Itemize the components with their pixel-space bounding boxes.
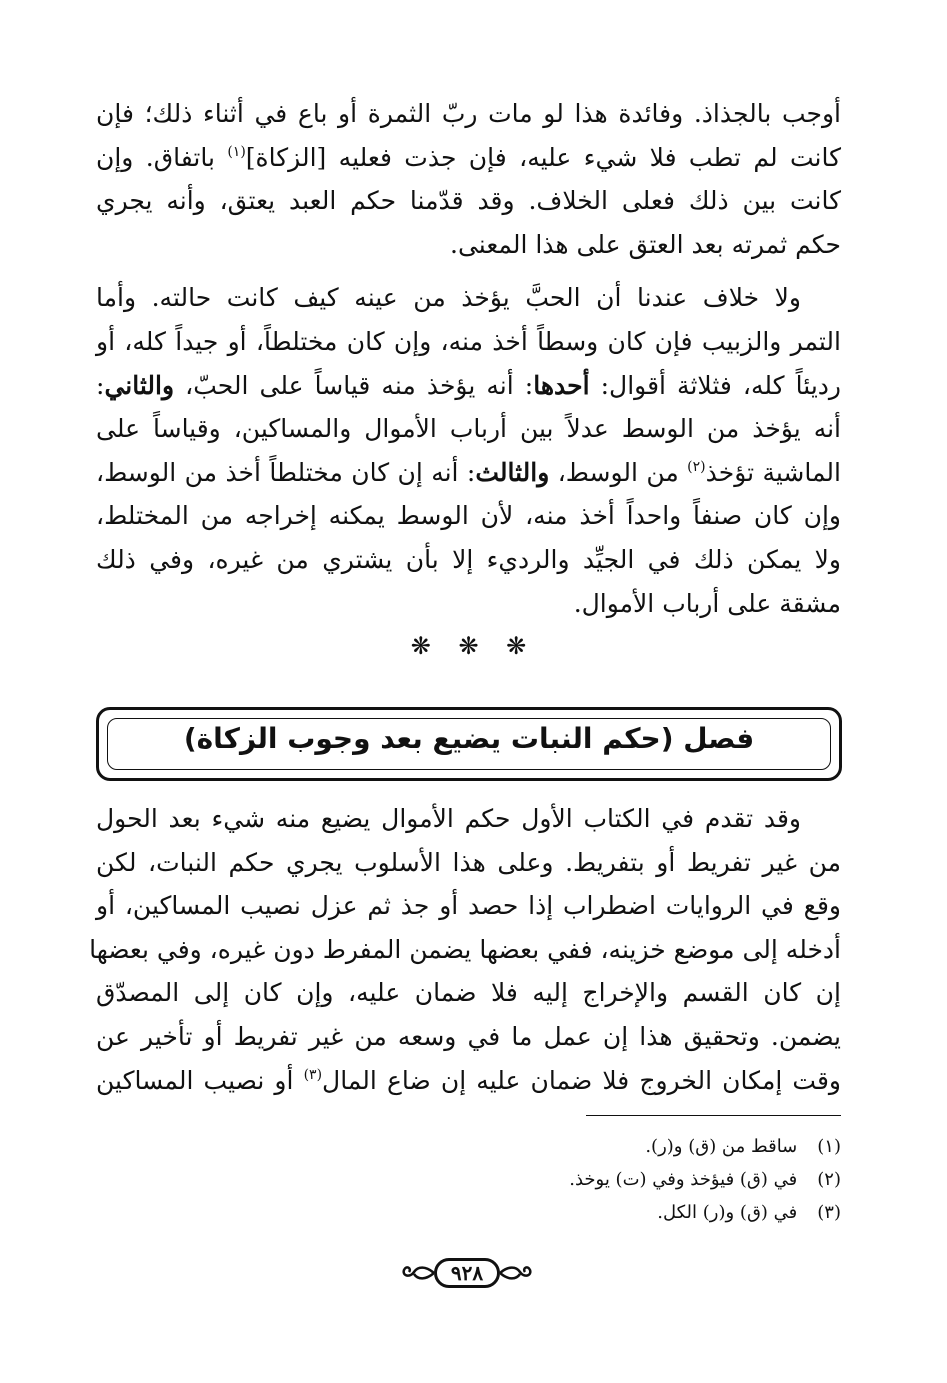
section-heading-frame [96, 707, 842, 781]
footnote-mark-2[interactable]: (٢) [687, 458, 706, 475]
section-heading: فصل (حكم النبات يضيع بعد وجوب الزكاة) [183, 722, 755, 755]
text-line: ولا خلاف عندنا أن الحبَّ يؤخذ من عينه كيف كانت حالته. وأما [96, 283, 801, 313]
text-line [96, 451, 841, 495]
text-line: التمر والزبيب فإن كان وسطاً أخذ منه، وإن كان مختلطاً، أو جيداً كله، أو [96, 326, 841, 356]
footnote-2 [569, 1163, 841, 1196]
text-run: : [96, 370, 105, 400]
text-line: وقد تقدم في الكتاب الأول حكم الأموال يضيع منه شيء بعد الحول [96, 804, 801, 833]
text-line: أدخله إلى موضع خزينه، ففي بعضها يضمن المفرط دون غيره، وفي بعضها [89, 934, 841, 964]
text-line: كانت بين ذلك فعلى الخلاف. وقد قدّمنا حكم العبد يعتق، وأنه يجري [96, 186, 841, 216]
text-run: كانت لم تطب فلا شيء عليه، فإن جذت فعليه [الزكاة] [245, 142, 841, 172]
text-line: من غير تفريط أو بتفريط. وعلى هذا الأسلوب يجري حكم النبات، لكن [96, 847, 841, 877]
bold-term-second: والثاني [104, 370, 175, 400]
text-line [96, 1059, 841, 1103]
text-line: مشقة على أرباب الأموال. [573, 588, 841, 618]
text-run: : أنه يؤخذ منه قياساً على الحبّ، [185, 370, 534, 400]
text-run: أو نصيب المساكين [96, 1065, 294, 1095]
ornament-right-icon [500, 1262, 536, 1284]
section-separator: ❋ ❋ ❋ [410, 632, 537, 660]
footnote-mark-1[interactable]: (١) [227, 143, 246, 160]
text-line [96, 136, 841, 180]
ornament-left-icon [398, 1262, 434, 1284]
footnote-number: (٣) [817, 1202, 841, 1223]
paragraph-1 [96, 92, 841, 266]
page-number: ٩٢٨ [434, 1258, 500, 1288]
footnote-text: في (ق) و(ر) الكل. [657, 1202, 798, 1223]
footnote-mark-3[interactable]: (٣) [303, 1066, 323, 1083]
text-line [96, 364, 841, 408]
main-text-section-2 [89, 797, 841, 1102]
text-line: ولا يمكن ذلك في الجيِّد والرديء إلا بأن يشتري من غيره، وفي ذلك [96, 544, 841, 574]
text-run: باتفاق. وإن [96, 142, 215, 172]
text-run: الماشية تؤخذ [705, 457, 841, 487]
paragraph-3 [89, 797, 841, 1102]
text-line: حكم ثمرته بعد العتق على هذا المعنى. [450, 229, 841, 259]
text-run: وقت إمكان الخروج فلا ضمان عليه إن ضاع المال [322, 1065, 841, 1095]
bold-term-third: والثالث [475, 457, 550, 487]
text-line: إن كان القسم والإخراج إليه فلا ضمان عليه، وإن كان إلى المصدّق [96, 978, 841, 1008]
footnote-number: (٢) [817, 1169, 841, 1190]
footnote-text: في (ق) فيؤخذ وفي (ت) يوخذ. [569, 1169, 798, 1190]
paragraph-2 [96, 276, 841, 625]
bold-term-first: أحدها [533, 370, 590, 400]
text-line: وإن كان صنفاً واحداً أخذ منه، لأن الوسط يمكنه إخراجه من المختلط، [96, 501, 841, 531]
text-line: يضمن. وتحقيق هذا إن عمل ما في وسعه من غير تفريط أو تأخير عن [96, 1021, 841, 1051]
main-text-section-1 [96, 92, 841, 625]
text-run: من الوسط، [557, 457, 679, 487]
footnote-divider [586, 1115, 841, 1116]
footnote-3 [569, 1196, 841, 1229]
footnote-text: ساقط من (ق) و(ر). [645, 1136, 798, 1157]
text-line: وقع في الروايات اضطراب إذا حصد أو جذ ثم عزل نصيب المساكين، أو [96, 891, 841, 921]
page-number-ornament [398, 1256, 538, 1292]
footnotes [569, 1130, 841, 1229]
text-line: أنه يؤخذ من الوسط عدلاً بين أرباب الأموال والمساكين، وقياساً على [96, 414, 841, 444]
text-run: رديئاً كله، فثلاثة أقوال: [600, 370, 841, 400]
text-run: : أنه إن كان مختلطاً أخذ من الوسط، [96, 457, 476, 487]
text-line: أوجب بالجذاذ. وفائدة هذا لو مات ربّ الثمرة أو باع في أثناء ذلك؛ فإن [96, 99, 841, 128]
footnote-number: (١) [817, 1136, 841, 1157]
footnote-1 [569, 1130, 841, 1163]
